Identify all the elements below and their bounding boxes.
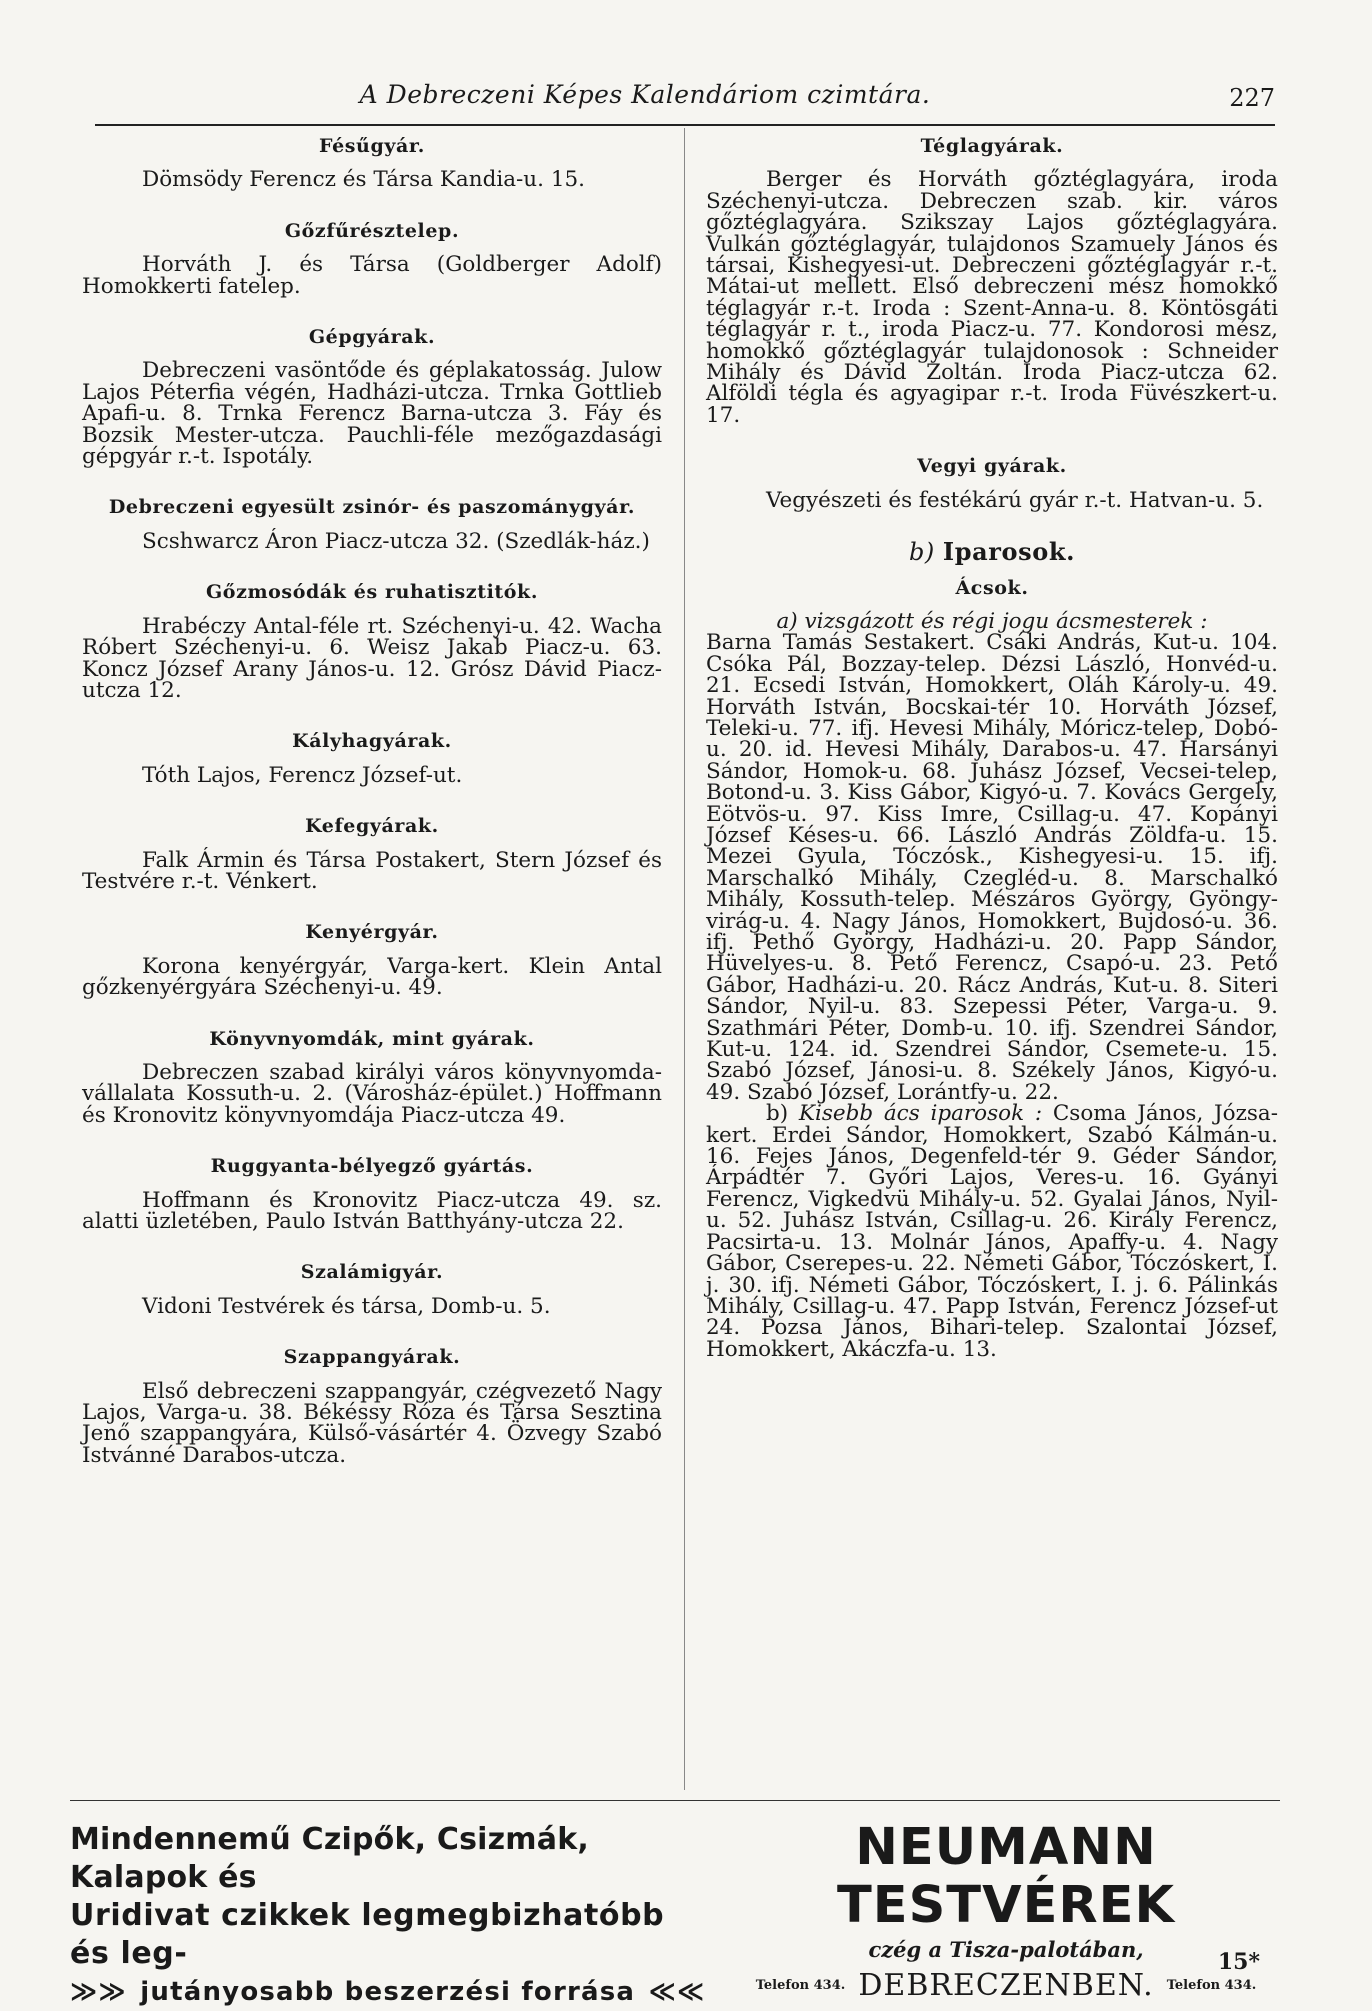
telephone-left: Telefon 434. [755, 1978, 846, 1993]
section-konyvnyomdak [82, 1029, 662, 1127]
printer-signature: 15* [1217, 1949, 1260, 1975]
section-kalyhagyarak [82, 731, 662, 786]
brand-city-row [726, 1968, 1286, 2003]
section-text: Első debreczeni szappangyár, czégvezető Nagy Lajos, Varga-u. 38. Békéssy Róza és Társa Sesztina Jenő szappangyára, Külső-vásártér 4. Özvegy Szabó Istvánné Darabos-utcza. [82, 1378, 662, 1468]
section-text: Vidoni Testvérek és társa, Domb-u. 5. [142, 1293, 551, 1319]
section-text: Falk Ármin és Társa Postakert, Stern József és Testvére r.-t. Vénkert. [82, 847, 662, 894]
section-text: Korona kenyérgyár, Varga-kert. Klein Antal gőzkenyérgyára Széchenyi-u. 49. [82, 953, 662, 1001]
ad-line-1: Mindennemű Czipők, Csizmák, Kalapok és [70, 1822, 589, 1895]
section-szalamigyar [82, 1262, 662, 1317]
part-title: Iparosok. [942, 537, 1076, 567]
section-kenyergyar [82, 921, 662, 1001]
section-text: Hoffmann és Kronovitz Piacz-utcza 49. sz. alatti üzletében, Paulo István Batthyány-utcza 22. [82, 1187, 662, 1234]
ad-line-3-row [70, 1973, 710, 2011]
section-heading: Fésűgyár. [319, 135, 425, 157]
page-number: 227 [1229, 84, 1275, 112]
subsection-a-text: Barna Tamás Sestakert. Csáki András, Kut-u. 104. Csóka Pál, Bozzay-telep. Dézsi László, Honvéd-u. 21. Ecsedi István, Homokkert, Oláh Károly-u. 49. Horváth István, Bocskai-tér 10. Horváth József, Teleki-u. 77. ifj. Hevesi Mihály, Móricz-telep, Dobó-u. 20. id. Hevesi Mihály, Darabos-u. 47. Harsányi Sándor, Homok-u. 68. Juhász József, Vecsei-telep, Botond-u. 3. Kiss Gábor, Kigyó-u. 7. Kovács Gergely, Eötvös-u. 97. Kiss Imre, Csillag-u. 47. Kopányi József Késes-u. 66. László András Zöldfa-u. 15. Mezei Gyula, Tóczósk., Kishegyesi-u. 15. ifj. Marschalkó Mihály, Czegléd-u. 8. Marschalkó Mihály, Kossuth-telep. Mészáros György, Gyöngy-virág-u. 4. Nagy János, Homokkert, Bujdosó-u. 36. ifj. Pethő György, Hadházi-u. 20. Papp Sándor, Hüvelyes-u. 8. Pető Ferencz, Csapó-u. 23. Pető Gábor, Hadházi-u. 20. Rácz András, Kut-u. 8. Siteri Sándor, Nyil-u. 83. Szepessi Péter, Varga-u. 9. Szathmári Péter, Domb-u. 10. ifj. Szendrei Sándor, Kut-u. 124. id. Szendrei Sándor, Csemete-u. 15. Szabó József, Jánosi-u. 8. Székely János, Kigyó-u. 49. Szabó József, Lorántfy-u. 22. [706, 630, 1278, 1105]
section-heading: Szalámigyár. [300, 1261, 444, 1284]
section-heading: Ruggyanta-bélyegző gyártás. [210, 1155, 534, 1178]
section-gepgyarak [82, 326, 662, 470]
section-heading: Ácsok. [955, 576, 1029, 599]
brand-name: NEUMANN TESTVÉREK [836, 1818, 1176, 1935]
section-heading: Debreczeni egyesült zsinór- és paszománygyár. [108, 496, 636, 519]
section-heading: Vegyi gyárak. [917, 455, 1067, 478]
brand-location: czég a Tisza-palotában, [868, 1937, 1144, 1962]
section-ruggyanta [82, 1156, 662, 1232]
ad-line-3: jutányosabb beszerzési forrása [140, 1977, 636, 2007]
section-heading: Gőzfűrésztelep. [284, 219, 460, 242]
section-heading: Kályhagyárak. [292, 730, 452, 753]
shoe-advertisement [70, 1821, 710, 2011]
section-gozfuresztelep [82, 221, 662, 297]
advertisement-footer [70, 1800, 1280, 2007]
subsection-b-label: Kisebb ács iparosok : [798, 1101, 1043, 1127]
section-kefegyarak [82, 816, 662, 892]
subsection-b-text: Csoma János, Józsa-kert. Erdei Sándor, Homokkert, Szabó Kálmán-u. 16. Fejes János, Degenfeld-tér 9. Géder Sándor, Árpádtér 7. Győri Lajos, Veres-u. 16. Gyányi Ferencz, Vigkedvü Mihály-u. 52. Gyalai János, Nyil-u. 52. Juhász István, Csillag-u. 26. Király Ferencz, Pacsirta-u. 13. Molnár János, Apaffy-u. 4. Nagy Gábor, Cserepes-u. 22. Németi Gábor, Tóczóskert, I. j. 30. ifj. Németi Gábor, Tóczóskert, I. j. 6. Pálinkás Mihály, Csillag-u. 47. Papp István, Ferencz József-ut 24. Pozsa János, Bihari-telep. Szalontai József, Homokkert, Akáczfa-u. 13. [706, 1101, 1279, 1362]
section-heading: Kenyérgyár. [305, 921, 439, 944]
subsection-b [706, 1103, 1278, 1360]
section-iparosok [706, 537, 1278, 567]
part-heading [706, 537, 1278, 567]
column-divider [684, 128, 685, 1790]
section-teglagyarak [706, 136, 1278, 426]
subsection-b-prefix: b) [766, 1101, 789, 1127]
section-heading: Gépgyárak. [308, 326, 436, 349]
section-text: Dömsödy Ferencz és Társa Kandia-u. 15. [142, 167, 586, 193]
section-heading: Téglagyárak. [920, 135, 1064, 157]
section-text: Berger és Horváth gőztéglagyára, iroda Széchenyi-utcza. Debreczen szab. kir. város gőztéglagyára. Szikszay Lajos gőztéglagyára. Vulkán gőztéglagyár, tulajdonos Szamuely János és társai, Kishegyesi-ut. Debreczeni gőztéglagyár r.-t. Mátai-ut mellett. Első debreczeni mész homokkő téglagyár r.-t. Iroda : Szent-Anna-u. 8. Köntösgáti téglagyár r. t., iroda Piacz-u. 77. Kondorosi mész, homokkő gőztéglagyár tulajdonosok : Schneider Mihály és Dávid Zoltán. Iroda Piacz-utcza 62. Alföldi tégla és agyagipar r.-t. Iroda Füvészkert-u. 17. [706, 167, 1278, 428]
section-szappangyarak [82, 1347, 662, 1466]
section-heading: Szappangyárak. [283, 1346, 461, 1369]
double-arrow-right-icon: ≫≫ [70, 1977, 127, 2007]
section-heading: Könyvnyomdák, mint gyárak. [209, 1027, 535, 1050]
section-text: Scshwarcz Áron Piacz-utcza 32. (Szedlák-ház.) [142, 528, 650, 554]
section-text: Horváth J. és Társa (Goldberger Adolf) Homokkerti fatelep. [82, 252, 662, 299]
right-column [706, 136, 1278, 1390]
ad-line-2: Uridivat czikkek legmegbizhatóbb és leg- [70, 1898, 665, 1971]
section-heading: Kefegyárak. [305, 815, 439, 838]
section-text: Hrabéczy Antal-féle rt. Széchenyi-u. 42. Wacha Róbert Széchenyi-u. 6. Weisz Jakab Piacz-u. 63. Koncz József Arany János-u. 12. Grósz Dávid Piacz-utcza 12. [82, 613, 662, 703]
section-text: Vegyészeti és festékárú gyár r.-t. Hatvan-u. 5. [766, 487, 1264, 513]
part-label: b) [908, 538, 935, 567]
section-text: Debreczen szabad királyi város könyvnyomda-vállalata Kossuth-u. 2. (Városház-épület.) Hoffmann és Kronovitz könyvnyomdája Piacz-utcza 49. [82, 1059, 662, 1128]
double-arrow-left-icon: ≪≪ [648, 1977, 706, 2007]
running-title: A Debreczeni Képes Kalendáriom czimtára. [359, 80, 931, 109]
section-vegyi-gyarak [706, 456, 1278, 511]
section-zsinorgyar [82, 497, 662, 552]
telephone-right: Telefon 434. [1166, 1978, 1257, 1993]
brand-advertisement [726, 1819, 1286, 2003]
subsection-a-label: a) vizsgázott és régi jogu ácsmesterek : [776, 608, 1208, 634]
left-column [82, 136, 662, 1496]
section-fesugyar [82, 136, 662, 191]
brand-city: DEBRECZENBEN. [858, 1968, 1154, 2003]
section-acsok [706, 578, 1278, 1361]
section-text: Tóth Lajos, Ferencz József-ut. [142, 762, 463, 788]
section-heading: Gőzmosódák és ruhatisztitók. [205, 581, 539, 604]
section-text: Debreczeni vasöntőde és géplakatosság. Julow Lajos Péterfia végén, Hadházi-utcza. Trnka Gottlieb Apafi-u. 8. Trnka Ferencz Barna-utcza 3. Fáy és Bozsik Mester-utcza. Pauchli-féle mezőgazdasági gépgyár r.-t. Ispotály. [82, 358, 662, 470]
section-gozmosodak [82, 582, 662, 701]
page-header [95, 72, 1275, 126]
